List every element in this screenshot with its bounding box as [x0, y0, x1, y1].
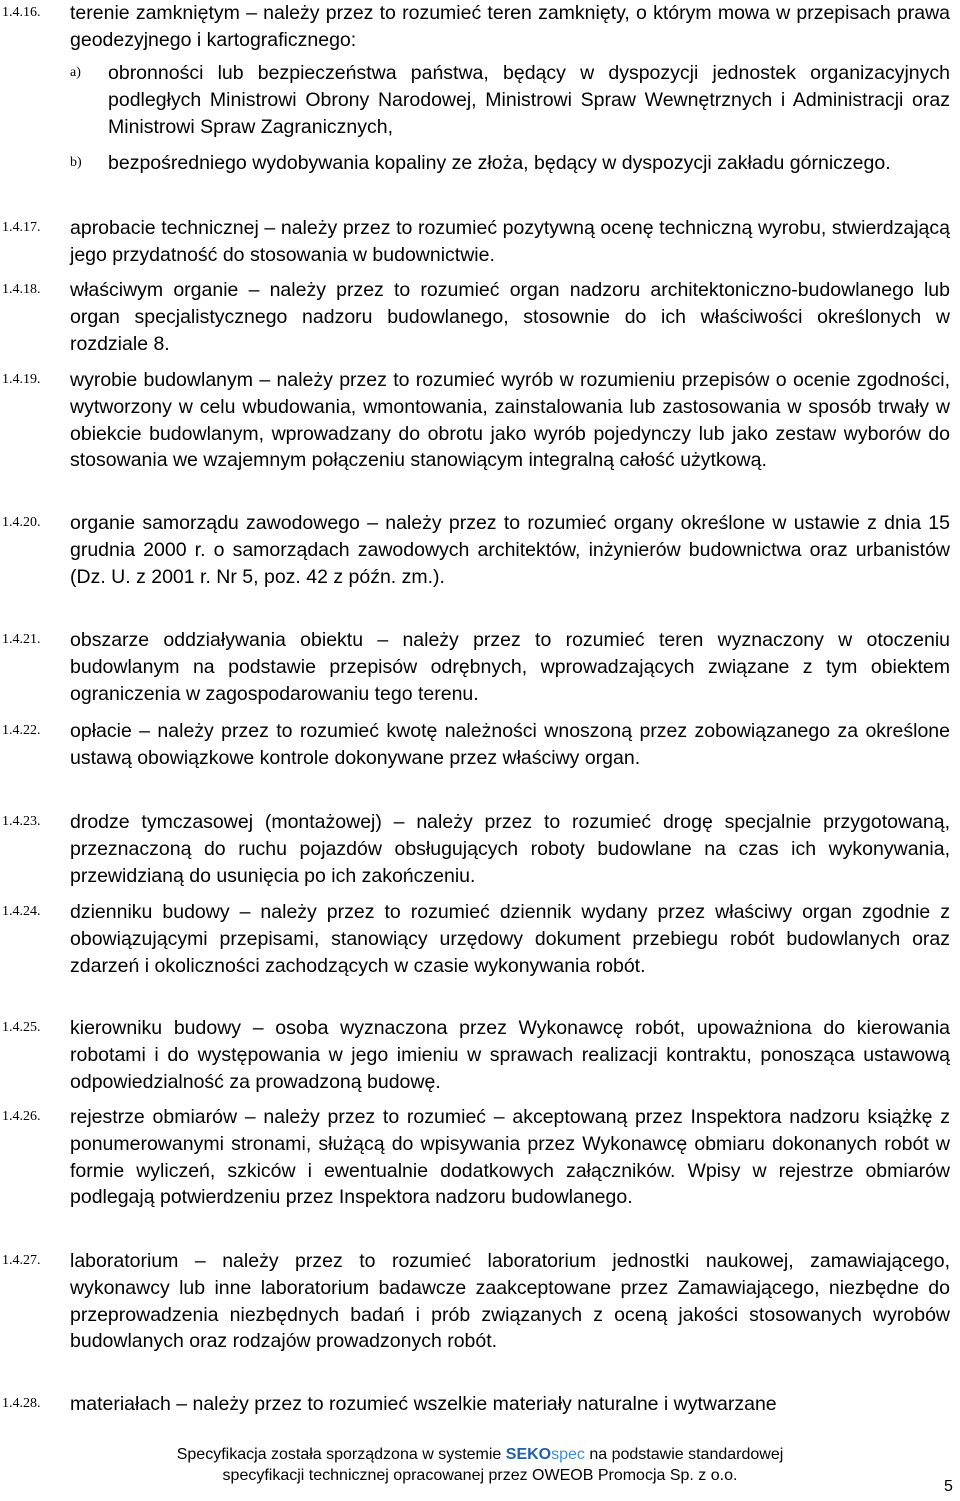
definition-text: rejestrze obmiarów – należy przez to rozumieć – akceptowaną przez Inspektora nadzoru książkę z ponumerowanymi stronami, służącą do wpisywania przez Wykonawcę obmiaru dokonanych robót w formie wyliczeń, szkiców i ewentualnie dodatkowych załączników. Wpisy w rejestrze obmiarów podlegają potwierdzeniu przez Inspektora nadzoru budowlanego. [70, 1106, 950, 1209]
section-number: 1.4.22. [2, 723, 41, 738]
subitem-marker: b) [70, 155, 82, 170]
definition-text: materiałach – należy przez to rozumieć wszelkie materiały naturalne i wytwarzane [70, 1393, 777, 1415]
definition-text: laboratorium – należy przez to rozumieć laboratorium jednostki naukowej, zamawiającego, wykonawcy lub inne laboratorium badawcze zaakceptowane przez Zamawiającego, niezbędne do przeprowadzenia niezbędnych badań i prób związanych z oceną jakości stosowanych wyrobów budowlanych oraz rodzajów prowadzonych robót. [70, 1250, 950, 1353]
definition-text: terenie zamkniętym – należy przez to rozumieć teren zamknięty, o którym mowa w przepisach prawa geodezyjnego i kartograficznego: [70, 2, 950, 51]
section-number: 1.4.25. [2, 1020, 41, 1035]
subitem-marker: a) [70, 65, 81, 80]
section-number: 1.4.20. [2, 515, 41, 530]
section-number: 1.4.27. [2, 1253, 41, 1268]
section-number: 1.4.26. [2, 1109, 41, 1124]
footer-text-suffix: na podstawie standardowej [589, 1446, 784, 1463]
sekospec-logo: SEKOspec [505, 1446, 585, 1463]
subitem-text: bezpośredniego wydobywania kopaliny ze złoża, będący w dyspozycji zakładu górniczego. [108, 152, 891, 174]
definition-text: aprobacie technicznej – należy przez to rozumieć pozytywną ocenę techniczną wyrobu, stwierdzającą jego przydatność do stosowania w budownictwie. [70, 217, 950, 266]
page-footer [0, 1444, 960, 1486]
section-number: 1.4.23. [2, 814, 41, 829]
section-number: 1.4.16. [2, 5, 41, 20]
section-number: 1.4.18. [2, 282, 41, 297]
section-number: 1.4.21. [2, 632, 41, 647]
definition-text: drodze tymczasowej (montażowej) – należy przez to rozumieć drogę specjalnie przygotowaną, przeznaczoną do ruchu pojazdów obsługujących roboty budowlane na czas ich wykonywania, przewidzianą do usunięcia po ich zakończeniu. [70, 811, 950, 887]
section-number: 1.4.17. [2, 220, 41, 235]
subitem-text: obronności lub bezpieczeństwa państwa, będący w dyspozycji jednostek organizacyjnych podległych Ministrowi Obrony Narodowej, Ministrowi Spraw Wewnętrznych i Administracji oraz Ministrowi Spraw Zagranicznych, [108, 62, 950, 138]
definition-text: dzienniku budowy – należy przez to rozumieć dziennik wydany przez właściwy organ zgodnie z obowiązującymi przepisami, stanowiący urzędowy dokument przebiegu robót budowlanych oraz zdarzeń i okoliczności zachodzących w czasie wykonywania robót. [70, 901, 950, 977]
definition-text: obszarze oddziaływania obiektu – należy przez to rozumieć teren wyznaczony w otoczeniu budowlanym na podstawie przepisów odrębnych, wprowadzających związane z tym obiektem ograniczenia w zagospodarowaniu tego terenu. [70, 629, 950, 705]
definition-text: wyrobie budowlanym – należy przez to rozumieć wyrób w rozumieniu przepisów o ocenie zgodności, wytworzony w celu wbudowania, wmontowania, zainstalowania lub zastosowania w sposób trwały w obiekcie budowlanym, wprowadzany do obrotu jako wyrób pojedynczy lub jako zestaw wyborów do stosowania we wzajemnym połączeniu stanowiącym integralną całość użytkową. [70, 369, 950, 472]
section-number: 1.4.19. [2, 372, 41, 387]
definition-text: właściwym organie – należy przez to rozumieć organ nadzoru architektoniczno-budowlanego lub organ specjalistycznego nadzoru budowlanego, stosownie do ich właściwości określonych w rozdziale 8. [70, 279, 950, 355]
definition-text: organie samorządu zawodowego – należy przez to rozumieć organy określone w ustawie z dnia 15 grudnia 2000 r. o samorządach zawodowych architektów, inżynierów budownictwa oraz urbanistów (Dz. U. z 2001 r. Nr 5, poz. 42 z późn. zm.). [70, 512, 950, 588]
section-number: 1.4.24. [2, 904, 41, 919]
section-number: 1.4.28. [2, 1396, 41, 1411]
definition-text: opłacie – należy przez to rozumieć kwotę należności wnoszoną przez zobowiązanego za określone ustawą obowiązkowe kontrole dokonywane przez właściwy organ. [70, 720, 950, 769]
footer-line-1 [0, 1444, 960, 1465]
definition-text: kierowniku budowy – osoba wyznaczona przez Wykonawcę robót, upoważniona do kierowania robotami i do występowania w jego imieniu w sprawach realizacji kontraktu, ponosząca ustawową odpowiedzialność za prowadzoną budowę. [70, 1017, 950, 1093]
page-number: 5 [944, 1478, 953, 1495]
footer-text-prefix: Specyfikacja została sporządzona w systemie [176, 1446, 502, 1463]
footer-line-2: specyfikacji technicznej opracowanej przez OWEOB Promocja Sp. z o.o. [222, 1467, 738, 1484]
